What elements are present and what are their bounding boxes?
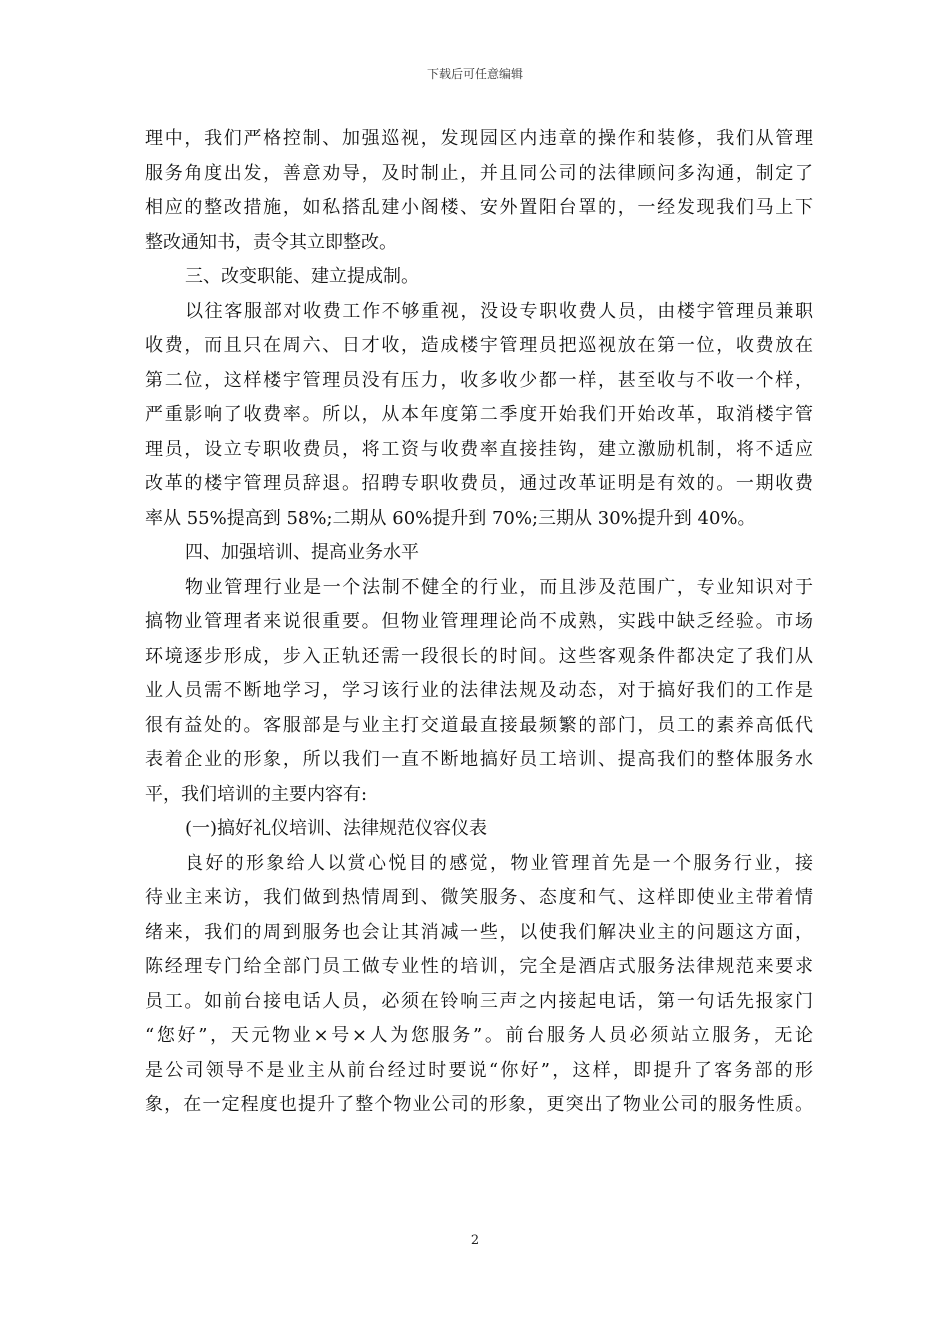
text-line: 绪来，我们的周到服务也会让其消减一些，以使我们解决业主的问题这方面，	[145, 921, 813, 943]
text-line: 陈经理专门给全部门员工做专业性的培训，完全是酒店式服务法律规范来要求	[145, 956, 813, 977]
text-line: 环境逐步形成，步入正轨还需一段很长的时间。这些客观条件都决定了我们从	[145, 645, 813, 667]
text-line: 搞物业管理者来说很重要。但物业管理理论尚不成熟，实践中缺乏经验。市场	[145, 611, 813, 632]
text-line: 员工。如前台接电话人员，必须在铃响三声之内接起电话，第一句话先报家门	[145, 990, 813, 1012]
text-line: 业人员需不断地学习，学习该行业的法律法规及动态，对于搞好我们的工作是	[145, 680, 813, 701]
text-line: (一)搞好礼仪培训、法律规范仪容仪表	[185, 818, 488, 839]
text-line: 表着企业的形象，所以我们一直不断地搞好员工培训、提高我们的整体服务水	[145, 749, 813, 770]
text-line: 整改通知书，责令其立即整改。	[145, 231, 397, 253]
text-line: 平，我们培训的主要内容有:	[145, 783, 368, 805]
text-line: 收费，而且只在周六、日才收，造成楼宇管理员把巡视放在第一位，收费放在	[145, 335, 813, 356]
text-line: 改革的楼宇管理员辞退。招聘专职收费员，通过改革证明是有效的。一期收费	[145, 473, 813, 494]
text-line: 理员，设立专职收费员，将工资与收费率直接挂钩，建立激励机制，将不适应	[145, 438, 813, 460]
text-line: 是公司领导不是业主从前台经过时要说“你好”，这样，即提升了客务部的形	[145, 1059, 813, 1081]
text-line: “您好”，天元物业×号×人为您服务”。前台服务人员必须站立服务，无论	[145, 1025, 813, 1046]
text-line: 很有益处的。客服部是与业主打交道最直接最频繁的部门，员工的素养高低代	[145, 714, 813, 736]
body-text	[145, 126, 813, 1127]
text-line: 物业管理行业是一个法制不健全的行业，而且涉及范围广，专业知识对于	[185, 576, 813, 598]
text-line: 以往客服部对收费工作不够重视，没设专职收费人员，由楼宇管理员兼职	[185, 300, 813, 322]
text-line: 率从 55%提高到 58%;二期从 60%提升到 70%;三期从 30%提升到 40%。	[145, 507, 756, 529]
text-line: 四、加强培训、提高业务水平	[185, 542, 419, 563]
text-line: 服务角度出发，善意劝导，及时制止，并且同公司的法律顾问多沟通，制定了	[145, 162, 813, 184]
page-number: 2	[470, 1233, 480, 1248]
page-header: 下载后可任意编辑	[426, 67, 523, 81]
text-line: 相应的整改措施，如私搭乱建小阁楼、安外置阳台罩的，一经发现我们马上下	[145, 197, 813, 218]
text-line: 严重影响了收费率。所以，从本年度第二季度开始我们开始改革，取消楼宇管	[145, 404, 813, 425]
text-line: 待业主来访，我们做到热情周到、微笑服务、态度和气、这样即使业主带着情	[145, 887, 813, 908]
text-line: 象，在一定程度也提升了整个物业公司的形象，更突出了物业公司的服务性质。	[145, 1094, 813, 1115]
text-line: 第二位，这样楼宇管理员没有压力，收多收少都一样，甚至收与不收一个样，	[145, 369, 813, 391]
text-line: 理中，我们严格控制、加强巡视，发现园区内违章的操作和装修，我们从管理	[145, 128, 813, 149]
text-line: 良好的形象给人以赏心悦目的感觉，物业管理首先是一个服务行业，接	[185, 852, 813, 874]
text-line: 三、改变职能、建立提成制。	[185, 266, 419, 287]
